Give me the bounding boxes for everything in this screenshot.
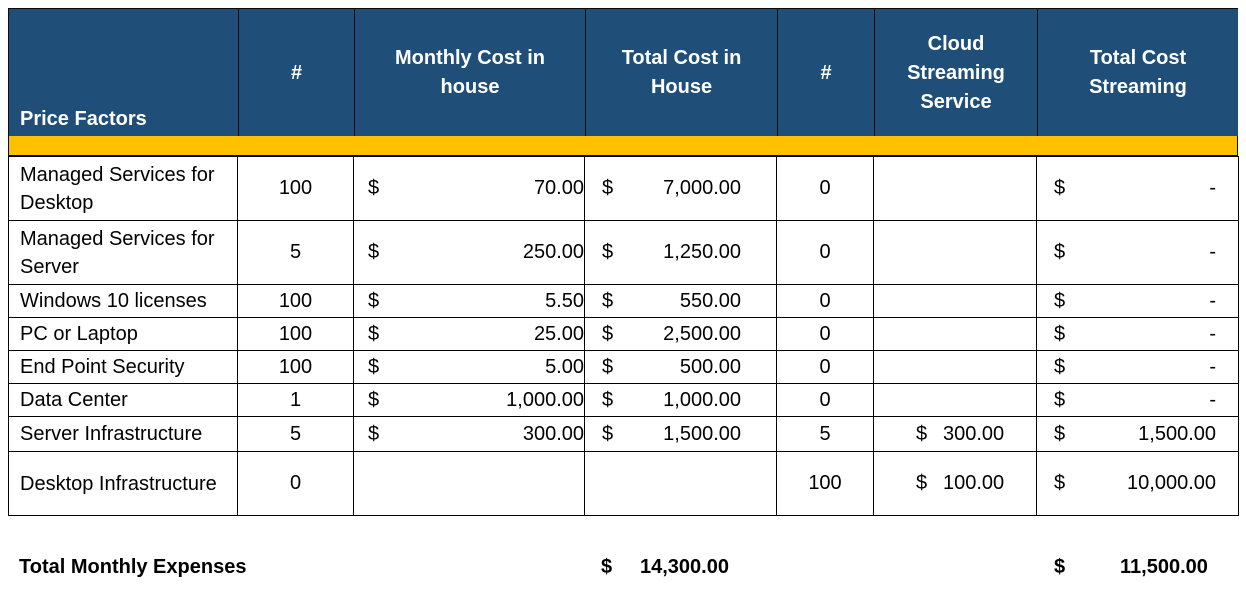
monthly-cost-value: 250.00 (522, 241, 584, 263)
count-in-house-value: 100 (278, 322, 313, 345)
currency-symbol: $ (602, 177, 614, 199)
header-total-cost-in-house[interactable]: Total Cost in House (585, 9, 777, 137)
count-streaming-value: 0 (819, 322, 831, 345)
total-cost-streaming-value: - (1209, 388, 1216, 411)
cell-count-in-house[interactable] (238, 351, 354, 384)
cell-price-factor[interactable] (9, 318, 238, 351)
table-row (9, 351, 1239, 384)
price-factor-label: Server Infrastructure (20, 423, 203, 445)
cost-table (8, 156, 1239, 516)
price-factor-label: PC or Laptop (20, 323, 138, 345)
currency-symbol: $ (368, 388, 380, 411)
currency-symbol: $ (602, 388, 614, 411)
total-cost-in-house-value: 2,500.00 (663, 322, 741, 345)
currency-symbol: $ (916, 422, 928, 445)
table-row (9, 417, 1239, 452)
currency-symbol: $ (602, 289, 614, 312)
monthly-cost-value: 25.00 (533, 322, 584, 345)
cell-count-streaming[interactable] (777, 351, 874, 384)
monthly-cost-value: 5.00 (545, 355, 584, 378)
count-streaming-value: 0 (819, 241, 831, 263)
cell-price-factor[interactable] (9, 351, 238, 384)
cell-price-factor[interactable] (9, 285, 238, 318)
cell-count-streaming[interactable] (777, 384, 874, 417)
currency-symbol: $ (1054, 388, 1066, 411)
totals-streaming-currency: $ (1054, 556, 1066, 578)
header-price-factors[interactable]: Price Factors (9, 9, 238, 137)
cell-price-factor[interactable] (9, 417, 238, 452)
currency-symbol: $ (368, 422, 380, 445)
total-cost-in-house-value: 550.00 (679, 289, 741, 312)
cell-cloud-streaming[interactable] (874, 318, 1037, 351)
cell-total-cost-streaming[interactable] (1037, 417, 1239, 452)
total-cost-in-house-value: 500.00 (679, 355, 741, 378)
total-cost-streaming-value: - (1209, 289, 1216, 312)
cell-count-in-house[interactable] (238, 452, 354, 516)
price-factor-label: End Point Security (20, 356, 185, 378)
total-cost-streaming-value: 10,000.00 (1127, 472, 1216, 494)
cell-total-cost-in-house[interactable] (585, 221, 777, 285)
cell-price-factor[interactable] (9, 157, 238, 221)
totals-in-house-value[interactable]: 14,300.00 (640, 556, 729, 578)
monthly-cost-value: 1,000.00 (506, 388, 584, 411)
total-cost-streaming-value: - (1209, 355, 1216, 378)
count-streaming-value: 0 (819, 289, 831, 312)
cell-cloud-streaming[interactable] (874, 417, 1037, 452)
count-in-house-value: 5 (289, 241, 302, 263)
cell-total-cost-in-house[interactable] (585, 417, 777, 452)
table-row (9, 452, 1239, 516)
cell-cloud-streaming[interactable] (874, 157, 1037, 221)
currency-symbol: $ (602, 355, 614, 378)
table-row (9, 285, 1239, 318)
currency-symbol: $ (368, 355, 380, 378)
cell-price-factor[interactable] (9, 384, 238, 417)
cell-count-streaming[interactable] (777, 285, 874, 318)
cell-count-streaming[interactable] (777, 417, 874, 452)
cell-cloud-streaming[interactable] (874, 452, 1037, 516)
cell-cloud-streaming[interactable] (874, 351, 1037, 384)
currency-symbol: $ (916, 472, 928, 494)
currency-symbol: $ (1054, 355, 1066, 378)
currency-symbol: $ (1054, 322, 1066, 345)
cell-count-streaming[interactable] (777, 318, 874, 351)
count-in-house-value: 100 (278, 289, 313, 312)
cell-monthly-cost[interactable] (354, 285, 585, 318)
price-factor-label: Managed Services for Desktop (20, 163, 215, 214)
price-factor-label: Desktop Infrastructure (20, 472, 217, 495)
cell-count-in-house[interactable] (238, 384, 354, 417)
cell-total-cost-streaming[interactable] (1037, 285, 1239, 318)
total-cost-streaming-value: 1,500.00 (1138, 422, 1216, 445)
cell-count-in-house[interactable] (238, 221, 354, 285)
cell-monthly-cost[interactable] (354, 384, 585, 417)
currency-symbol: $ (1054, 241, 1066, 263)
cell-count-streaming[interactable] (777, 452, 874, 516)
cloud-streaming-value: 300.00 (943, 422, 1005, 445)
cell-monthly-cost[interactable] (354, 318, 585, 351)
cell-total-cost-streaming[interactable] (1037, 318, 1239, 351)
monthly-cost-value: 70.00 (533, 177, 584, 199)
currency-symbol: $ (368, 322, 380, 345)
count-in-house-value: 5 (289, 422, 302, 445)
totals-streaming-value[interactable]: 11,500.00 (1120, 556, 1208, 578)
price-factor-label: Managed Services for Server (20, 227, 215, 278)
currency-symbol: $ (368, 289, 380, 312)
table-row (9, 221, 1239, 285)
cell-cloud-streaming[interactable] (874, 221, 1037, 285)
cell-count-streaming[interactable] (777, 157, 874, 221)
header-cloud-streaming-service[interactable]: Cloud Streaming Service (874, 9, 1037, 137)
currency-symbol: $ (1054, 289, 1066, 312)
header-row (8, 8, 1238, 136)
cell-total-cost-streaming[interactable] (1037, 351, 1239, 384)
count-streaming-value: 0 (819, 388, 831, 411)
cell-total-cost-in-house[interactable] (585, 384, 777, 417)
total-cost-in-house-value: 1,000.00 (663, 388, 741, 411)
cell-count-in-house[interactable] (238, 285, 354, 318)
monthly-cost-value: 300.00 (522, 422, 584, 445)
count-in-house-value: 100 (278, 355, 313, 378)
cell-cloud-streaming[interactable] (874, 285, 1037, 318)
count-in-house-value: 1 (289, 388, 302, 411)
monthly-cost-value: 5.50 (545, 289, 584, 312)
cell-count-in-house[interactable] (238, 318, 354, 351)
cell-price-factor[interactable] (9, 221, 238, 285)
count-streaming-value: 5 (819, 422, 831, 445)
price-factor-label: Windows 10 licenses (20, 290, 207, 312)
cell-count-in-house[interactable] (238, 417, 354, 452)
totals-row (8, 556, 1238, 580)
count-in-house-value: 100 (278, 177, 313, 199)
cell-price-factor[interactable] (9, 452, 238, 516)
currency-symbol: $ (368, 241, 380, 263)
header-count-streaming[interactable]: # (777, 9, 874, 137)
price-factor-label: Data Center (20, 389, 128, 411)
accent-band (8, 136, 1238, 156)
header-monthly-cost-in-house[interactable]: Monthly Cost in house (354, 9, 585, 137)
table-row (9, 384, 1239, 417)
cell-total-cost-in-house[interactable] (585, 452, 777, 516)
total-cost-streaming-value: - (1209, 241, 1216, 263)
cell-total-cost-streaming[interactable] (1037, 452, 1239, 516)
total-cost-streaming-value: - (1209, 322, 1216, 345)
currency-symbol: $ (1054, 422, 1066, 445)
cell-cloud-streaming[interactable] (874, 384, 1037, 417)
currency-symbol: $ (602, 422, 614, 445)
cell-total-cost-streaming[interactable] (1037, 157, 1239, 221)
currency-symbol: $ (602, 241, 614, 263)
cell-count-streaming[interactable] (777, 221, 874, 285)
total-cost-in-house-value: 1,500.00 (663, 422, 741, 445)
cell-total-cost-in-house[interactable] (585, 157, 777, 221)
header-total-cost-streaming[interactable]: Total Cost Streaming (1037, 9, 1238, 137)
currency-symbol: $ (368, 177, 380, 199)
total-cost-in-house-value: 7,000.00 (663, 177, 741, 199)
table-row (9, 318, 1239, 351)
total-cost-streaming-value: - (1209, 177, 1216, 199)
header-count-in-house[interactable]: # (238, 9, 354, 137)
currency-symbol: $ (602, 322, 614, 345)
cell-monthly-cost[interactable] (354, 452, 585, 516)
total-cost-in-house-value: 1,250.00 (663, 241, 741, 263)
cell-monthly-cost[interactable] (354, 157, 585, 221)
cell-total-cost-streaming[interactable] (1037, 221, 1239, 285)
cloud-streaming-value: 100.00 (943, 472, 1005, 494)
cell-total-cost-in-house[interactable] (585, 351, 777, 384)
currency-symbol: $ (1054, 177, 1066, 199)
cell-total-cost-streaming[interactable] (1037, 384, 1239, 417)
table-row (9, 157, 1239, 221)
count-streaming-value: 100 (808, 472, 842, 494)
currency-symbol: $ (1054, 472, 1066, 494)
totals-in-house-currency: $ (601, 556, 613, 578)
cell-count-in-house[interactable] (238, 157, 354, 221)
count-in-house-value: 0 (289, 472, 302, 494)
count-streaming-value: 0 (819, 177, 831, 199)
totals-label: Total Monthly Expenses (19, 556, 247, 578)
cell-monthly-cost[interactable] (354, 221, 585, 285)
cell-monthly-cost[interactable] (354, 351, 585, 384)
cell-total-cost-in-house[interactable] (585, 318, 777, 351)
cell-monthly-cost[interactable] (354, 417, 585, 452)
cell-total-cost-in-house[interactable] (585, 285, 777, 318)
count-streaming-value: 0 (819, 355, 831, 378)
